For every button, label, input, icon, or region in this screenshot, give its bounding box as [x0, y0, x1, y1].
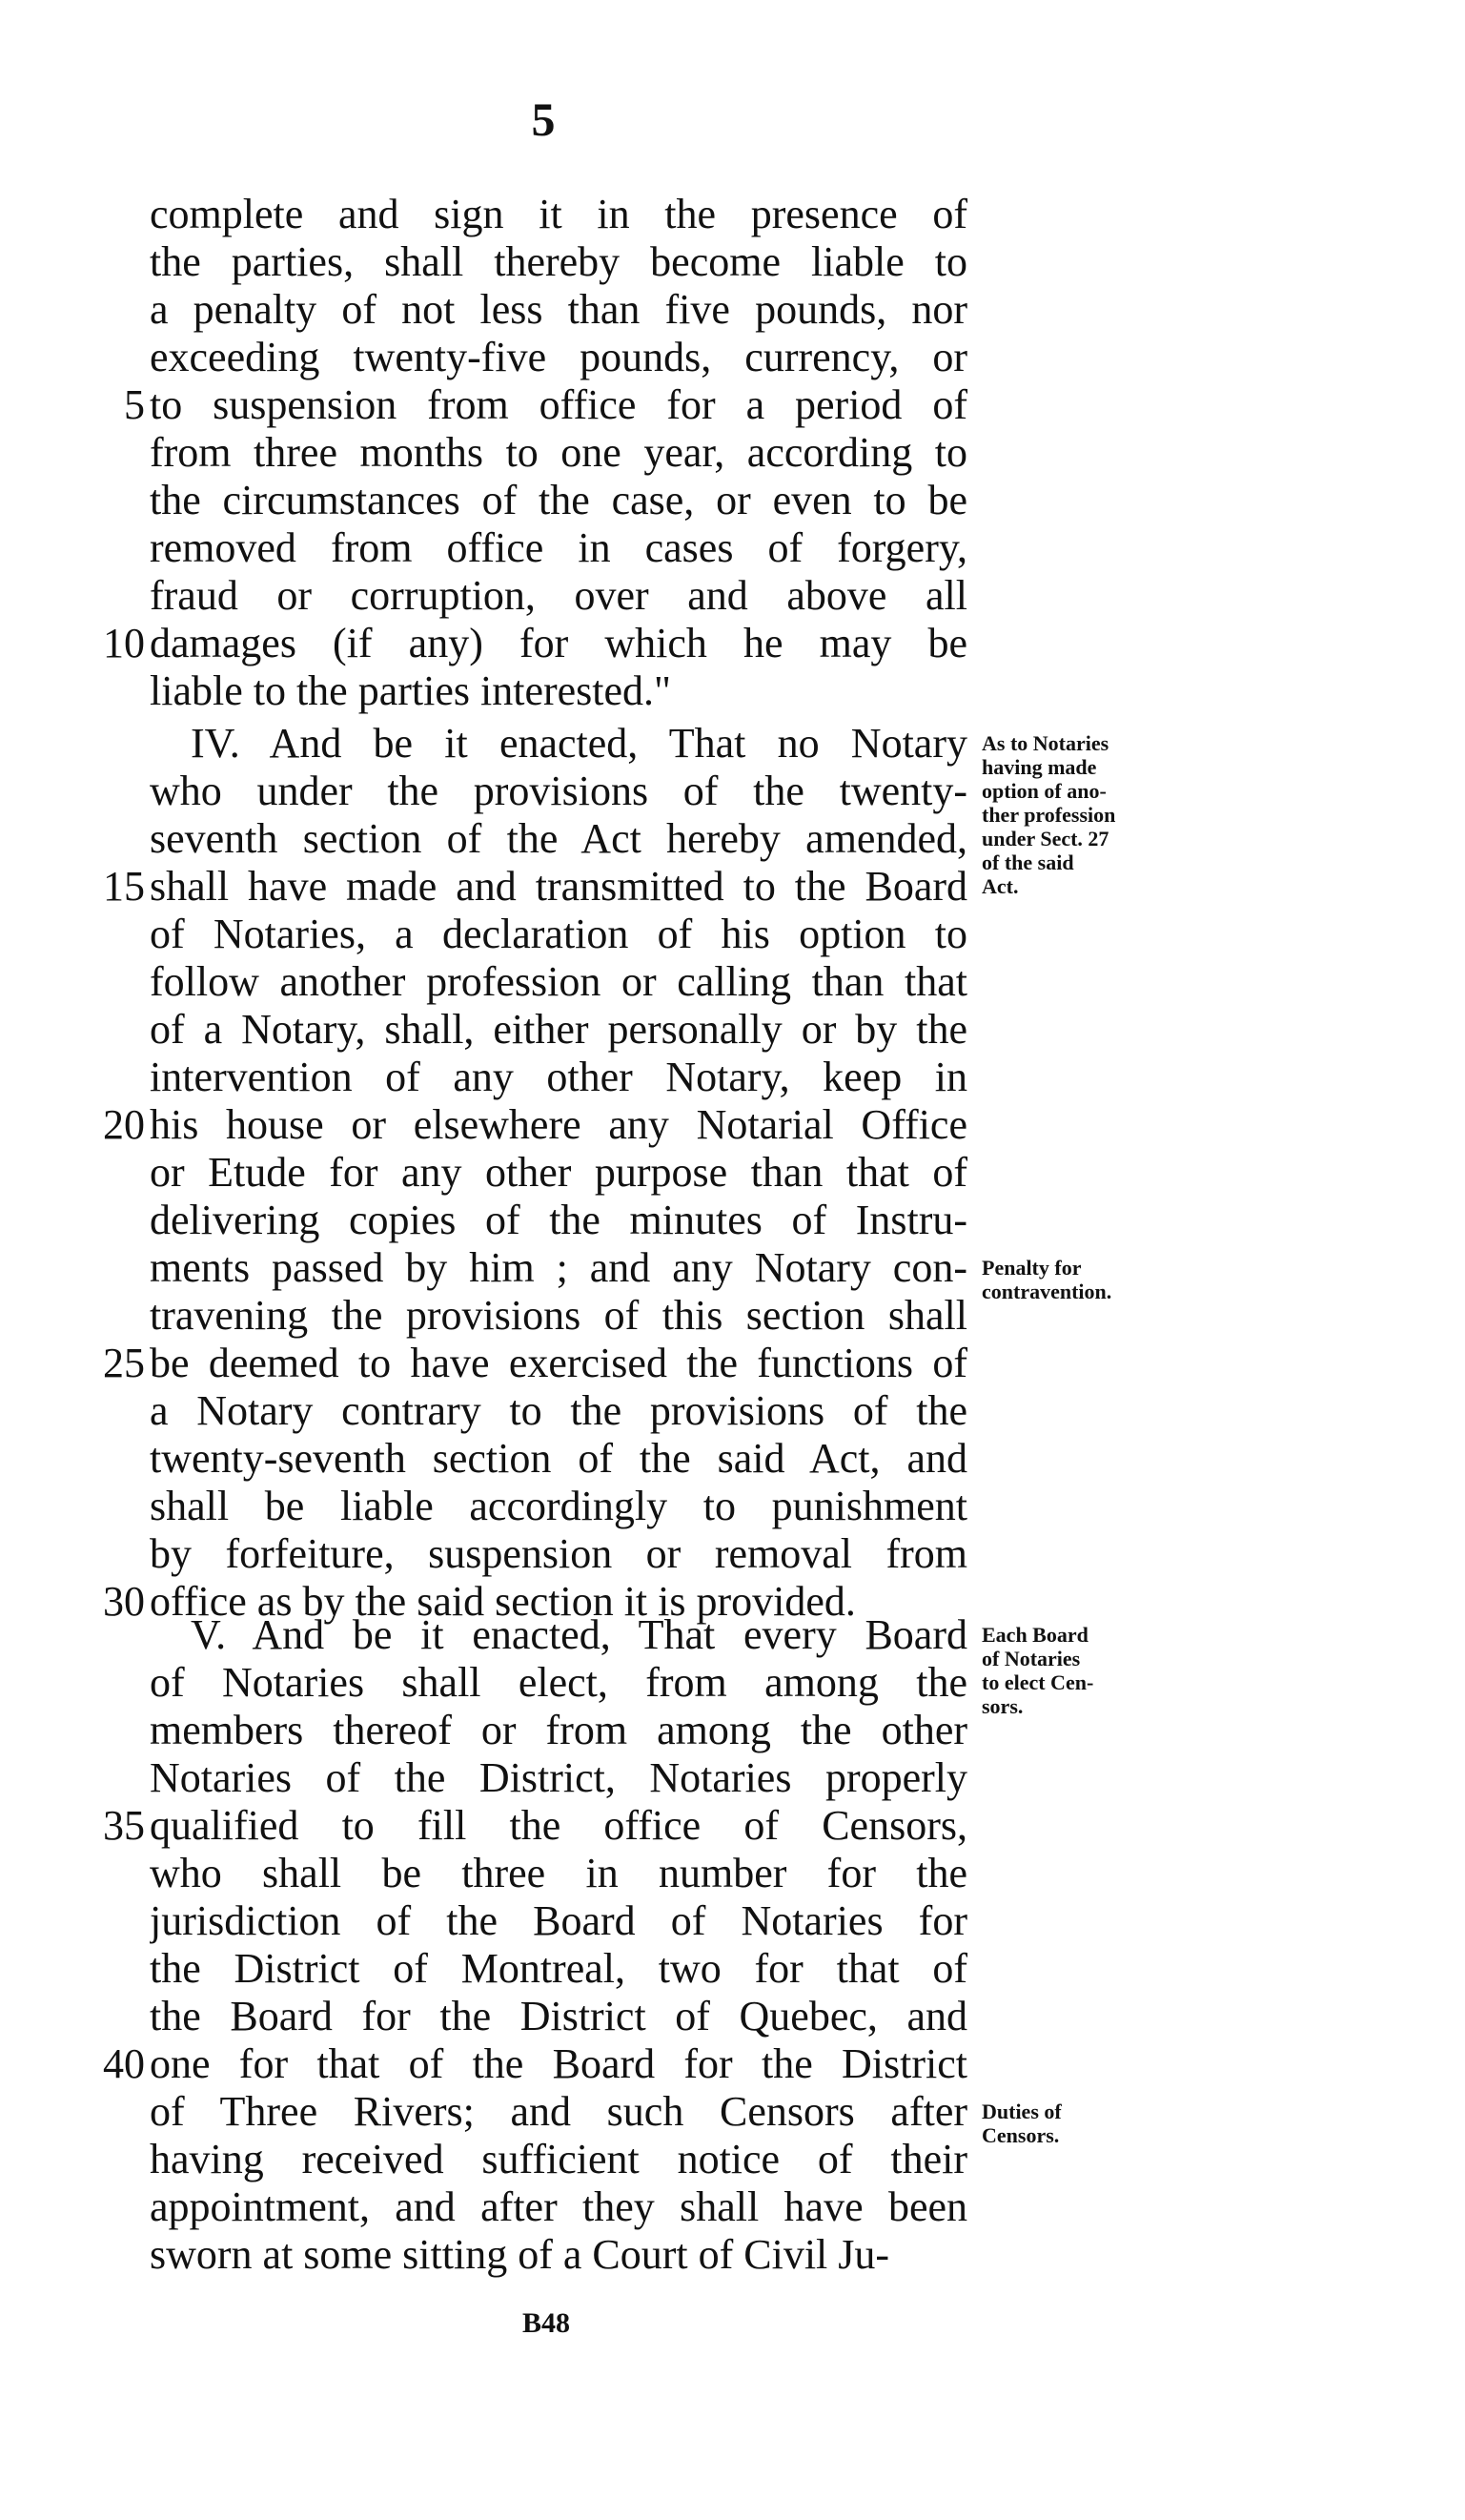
- text-line: [0, 334, 1465, 381]
- line-text: having received sufficient notice of their: [150, 2136, 967, 2182]
- line-text: intervention of any other Notary, keep in: [150, 1054, 967, 1100]
- margin-note: [982, 2100, 1172, 2147]
- margin-note-line: option of ano-: [982, 779, 1107, 803]
- line-text: liable to the parties interested.": [150, 667, 671, 714]
- line-text: one for that of the Board for the District: [150, 2040, 967, 2087]
- margin-note-line: contravention.: [982, 1280, 1112, 1303]
- margin-note: [982, 731, 1172, 898]
- text-line: [0, 381, 1465, 429]
- margin-note-line: sors.: [982, 1694, 1024, 1718]
- text-line: [0, 429, 1465, 477]
- text-line: [0, 191, 1465, 238]
- text-line: [0, 1611, 1465, 1659]
- line-text: of a Notary, shall, either personally or by the: [150, 1006, 967, 1053]
- paragraph-p3: [0, 1611, 1465, 2279]
- line-text: V. And be it enacted, That every Board: [191, 1611, 967, 1658]
- line-number: 25: [103, 1340, 145, 1386]
- line-text: by forfeiture, suspension or removal from: [150, 1530, 967, 1577]
- line-number: 10: [103, 620, 145, 666]
- margin-note-line: Censors.: [982, 2123, 1060, 2147]
- margin-note-line: Duties of: [982, 2100, 1062, 2123]
- text-line: [0, 1244, 1465, 1292]
- text-line: [0, 1993, 1465, 2040]
- line-number: 35: [103, 1802, 145, 1849]
- text-line: [0, 1483, 1465, 1530]
- line-text: jurisdiction of the Board of Notaries for: [150, 1897, 967, 1944]
- text-line: [0, 1292, 1465, 1340]
- line-text: sworn at some sitting of a Court of Civil Ju-: [150, 2231, 890, 2278]
- margin-note-line: Act.: [982, 874, 1019, 898]
- text-line: [0, 1387, 1465, 1435]
- paragraph-p2: [0, 720, 1465, 1626]
- margin-note-line: ther profession: [982, 803, 1116, 827]
- line-text: to suspension from office for a period of: [150, 381, 967, 428]
- text-line: [0, 1435, 1465, 1483]
- line-text: seventh section of the Act hereby amended,: [150, 815, 967, 862]
- margin-note-line: Each Board: [982, 1623, 1089, 1647]
- text-line: [0, 1197, 1465, 1244]
- margin-note-line: to elect Cen-: [982, 1670, 1094, 1694]
- margin-note-line: of the said: [982, 850, 1074, 874]
- line-text: shall be liable accordingly to punishment: [150, 1483, 967, 1529]
- line-text: twenty-seventh section of the said Act, and: [150, 1435, 967, 1482]
- text-line: [0, 667, 1465, 715]
- line-text: of Three Rivers; and such Censors after: [150, 2088, 967, 2135]
- line-text: removed from office in cases of forgery,: [150, 524, 967, 571]
- line-text: members thereof or from among the other: [150, 1707, 967, 1753]
- text-line: [0, 1006, 1465, 1054]
- line-number: 20: [103, 1101, 145, 1148]
- text-line: [0, 620, 1465, 667]
- page-number: 5: [531, 92, 556, 146]
- line-text: IV. And be it enacted, That no Notary: [191, 720, 967, 767]
- text-line: [0, 768, 1465, 815]
- signature-mark: B48: [522, 2307, 571, 2339]
- text-line: [0, 238, 1465, 286]
- text-line: [0, 911, 1465, 958]
- text-line: [0, 2183, 1465, 2231]
- text-line: [0, 286, 1465, 334]
- line-text: the Board for the District of Quebec, and: [150, 1993, 967, 2039]
- text-line: [0, 1850, 1465, 1897]
- text-line: [0, 1707, 1465, 1754]
- text-line: [0, 1530, 1465, 1578]
- line-text: fraud or corruption, over and above all: [150, 572, 967, 619]
- line-text: the District of Montreal, two for that of: [150, 1945, 967, 1992]
- margin-note-line: having made: [982, 755, 1097, 779]
- line-number: 15: [103, 863, 145, 910]
- line-text: of Notaries shall elect, from among the: [150, 1659, 967, 1706]
- line-text: shall have made and transmitted to the Board: [150, 863, 967, 910]
- text-line: [0, 524, 1465, 572]
- line-text: exceeding twenty-five pounds, currency, or: [150, 334, 967, 380]
- line-text: the circumstances of the case, or even to be: [150, 477, 967, 523]
- text-line: [0, 1101, 1465, 1149]
- line-text: or Etude for any other purpose than that of: [150, 1149, 967, 1196]
- line-text: his house or elsewhere any Notarial Office: [150, 1101, 967, 1148]
- text-line: [0, 815, 1465, 863]
- line-text: who shall be three in number for the: [150, 1850, 967, 1896]
- margin-note-line: under Sect. 27: [982, 827, 1109, 850]
- line-text: a penalty of not less than five pounds, nor: [150, 286, 967, 333]
- line-text: damages (if any) for which he may be: [150, 620, 967, 666]
- line-number: 30: [103, 1578, 145, 1625]
- line-text: a Notary contrary to the provisions of the: [150, 1387, 967, 1434]
- text-line: [0, 1945, 1465, 1993]
- line-text: the parties, shall thereby become liable to: [150, 238, 967, 285]
- text-line: [0, 1054, 1465, 1101]
- margin-note-line: Penalty for: [982, 1256, 1082, 1280]
- text-line: [0, 477, 1465, 524]
- text-line: [0, 1340, 1465, 1387]
- text-line: [0, 1659, 1465, 1707]
- line-text: qualified to fill the office of Censors,: [150, 1802, 967, 1849]
- line-text: of Notaries, a declaration of his option to: [150, 911, 967, 957]
- line-text: delivering copies of the minutes of Instru-: [150, 1197, 967, 1243]
- text-line: [0, 2136, 1465, 2183]
- margin-note: [982, 1623, 1172, 1718]
- line-text: Notaries of the District, Notaries properly: [150, 1754, 967, 1801]
- text-line: [0, 2088, 1465, 2136]
- margin-note: [982, 1256, 1172, 1303]
- line-text: who under the provisions of the twenty-: [150, 768, 967, 814]
- text-line: [0, 2040, 1465, 2088]
- line-text: be deemed to have exercised the functions of: [150, 1340, 967, 1386]
- text-line: [0, 1802, 1465, 1850]
- text-line: [0, 2231, 1465, 2279]
- line-text: ments passed by him ; and any Notary con-: [150, 1244, 967, 1291]
- paragraph-p1: [0, 191, 1465, 715]
- text-line: [0, 572, 1465, 620]
- text-line: [0, 720, 1465, 768]
- line-text: appointment, and after they shall have been: [150, 2183, 967, 2230]
- text-line: [0, 1754, 1465, 1802]
- text-line: [0, 1897, 1465, 1945]
- line-text: complete and sign it in the presence of: [150, 191, 967, 237]
- line-text: travening the provisions of this section shall: [150, 1292, 967, 1339]
- text-line: [0, 1149, 1465, 1197]
- line-number: 40: [103, 2040, 145, 2087]
- line-text: follow another profession or calling than that: [150, 958, 967, 1005]
- line-number: 5: [124, 381, 145, 428]
- line-text: office as by the said section it is provided.: [150, 1578, 856, 1625]
- margin-note-line: of Notaries: [982, 1647, 1081, 1670]
- text-line: [0, 958, 1465, 1006]
- text-line: [0, 863, 1465, 911]
- line-text: from three months to one year, according to: [150, 429, 967, 476]
- margin-note-line: As to Notaries: [982, 731, 1109, 755]
